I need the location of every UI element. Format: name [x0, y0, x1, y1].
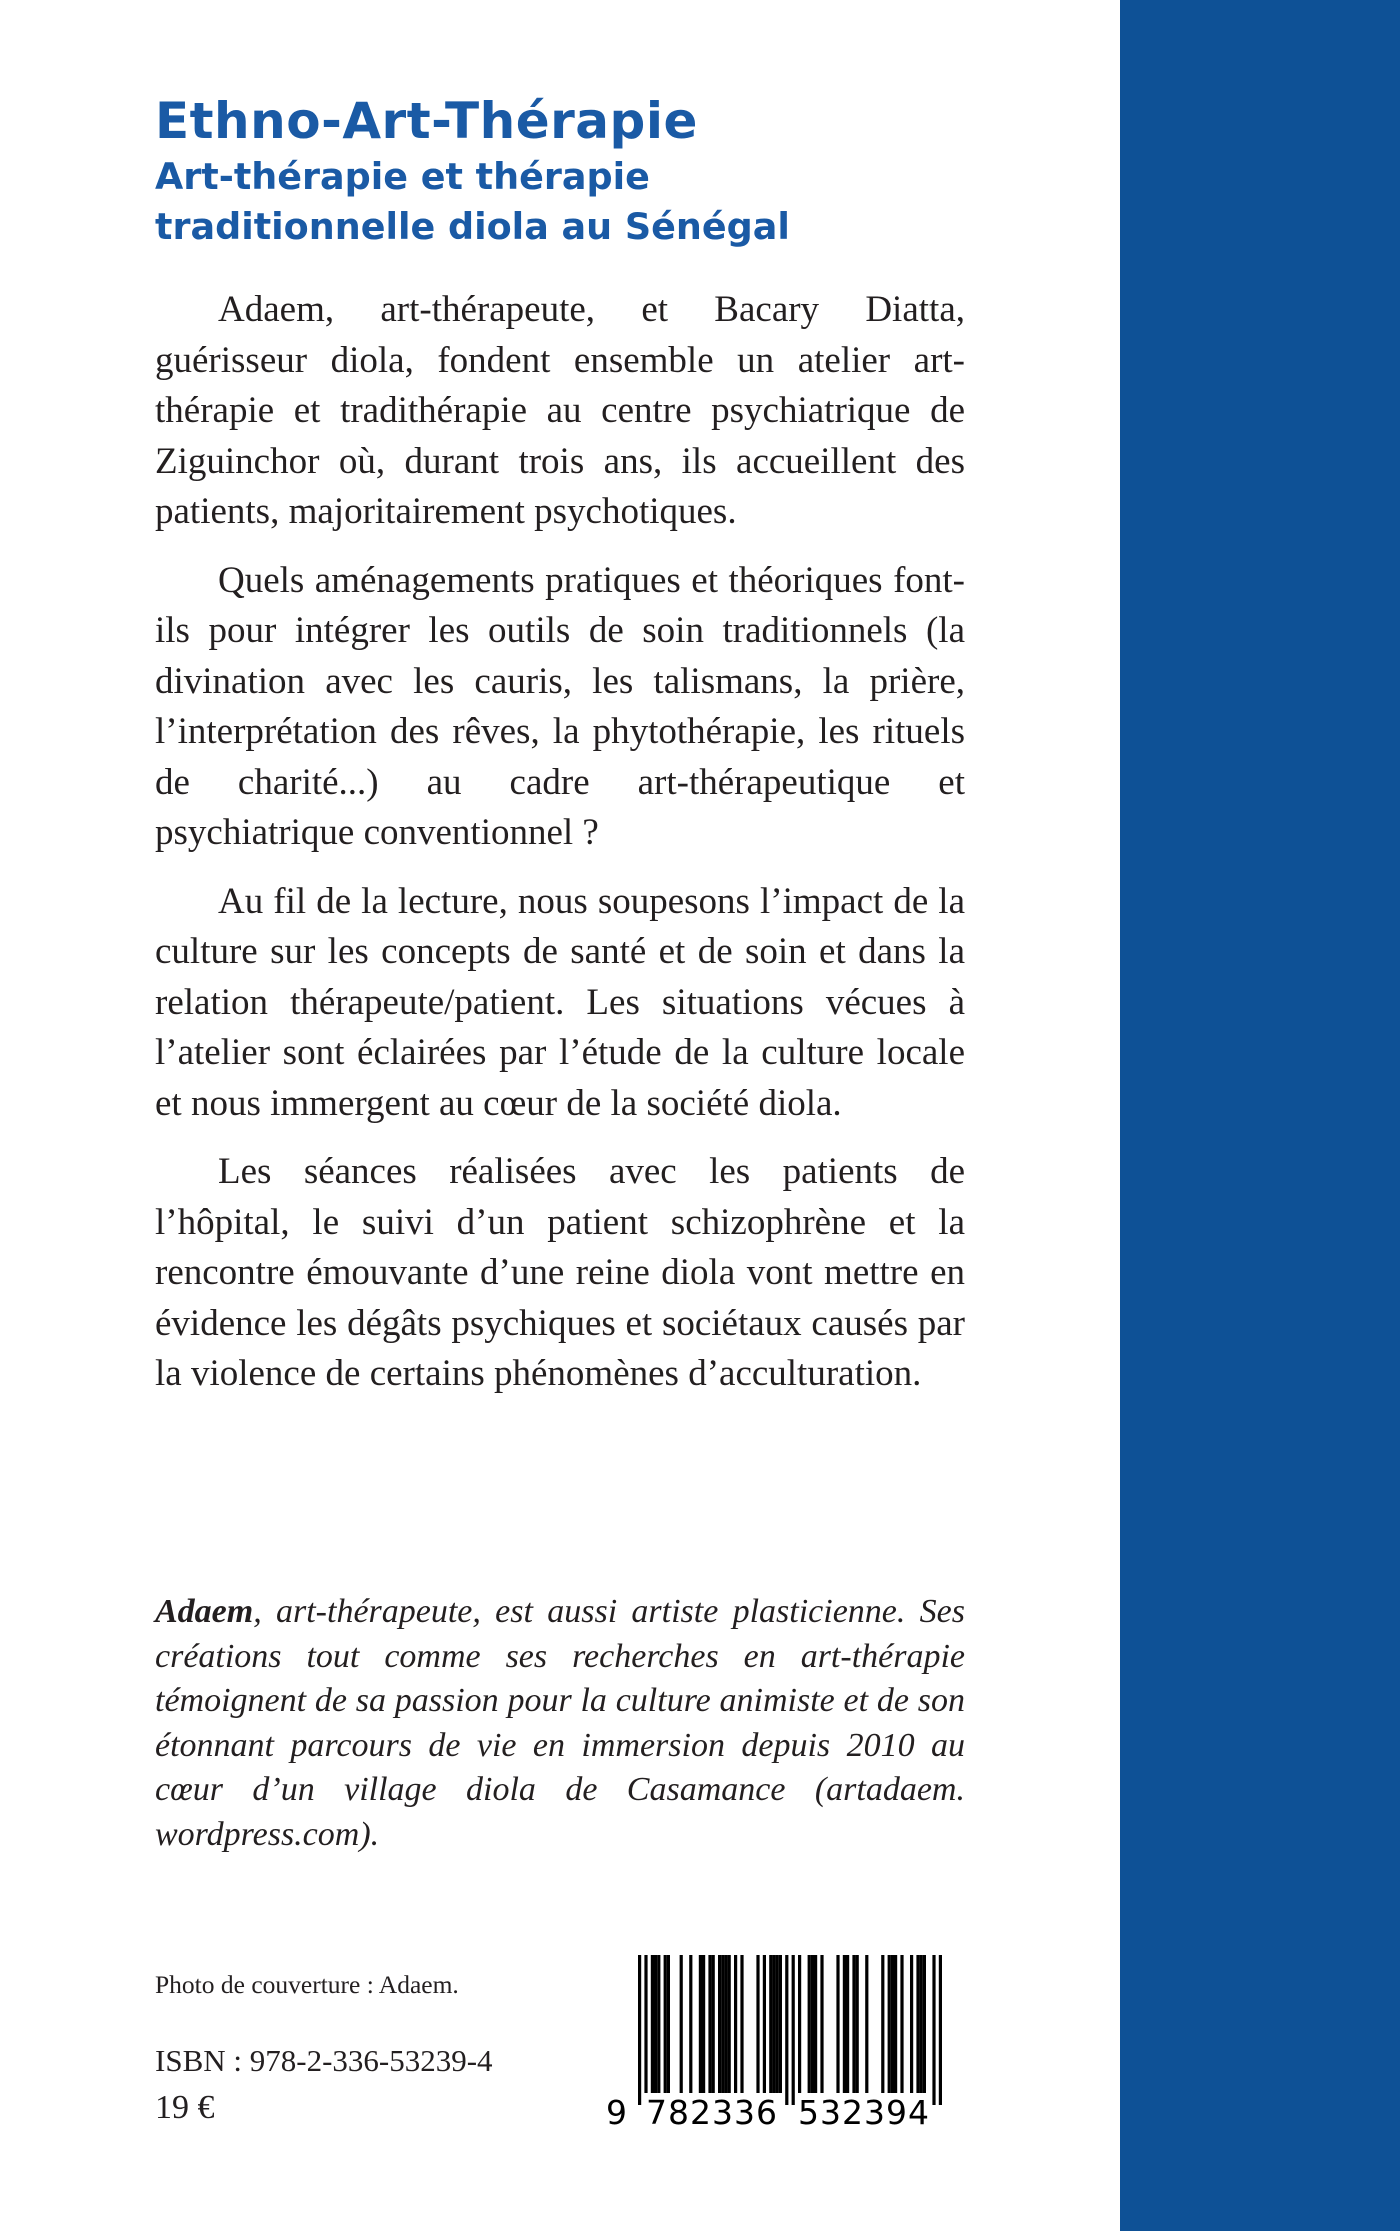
barcode-bar [664, 1955, 667, 2093]
barcode-bar [728, 1955, 731, 2093]
barcode-bar [772, 1955, 775, 2093]
book-subtitle [155, 152, 790, 252]
author-bio [155, 1590, 965, 1857]
book-title: Ethno-Art-Thérapie [155, 92, 698, 150]
barcode-bar [900, 1955, 903, 2093]
barcode-bar [836, 1955, 839, 2093]
barcode-left-group: 782336 [646, 2093, 778, 2132]
photo-credit: Photo de couverture : Adaem. [155, 1970, 459, 1999]
barcode-bars [600, 1955, 960, 2105]
author-name: Adaem [155, 1593, 254, 1630]
barcode-bar [932, 1955, 935, 2105]
barcode-bar [811, 1955, 814, 2093]
barcode-bar [651, 1955, 654, 2093]
spine-color-band [1120, 0, 1400, 2231]
barcode-bar [920, 1955, 923, 2093]
barcode-bar [852, 1955, 855, 2093]
barcode-bar [776, 1955, 779, 2093]
barcode-bar [923, 1955, 926, 2093]
barcode-bar [865, 1955, 868, 2093]
subtitle-line-1: Art-thérapie et thérapie [155, 155, 650, 198]
barcode-bar [667, 1955, 670, 2093]
summary-paragraph-1: Adaem, art-thérapeute, et Bacary Diatta, guérisseur diola, fondent ensemble un atelier art-thérapie et tradithérapie au centre psychiatrique de Ziguinchor où, durant trois ans, ils accueillent des patients, majoritairement psychotiques. [155, 289, 965, 532]
barcode-bar [756, 1955, 759, 2093]
barcode-bar [846, 1955, 849, 2093]
barcode-bar [708, 1955, 711, 2093]
barcode-bar [699, 1955, 702, 2093]
barcode-first-digit: 9 [606, 2093, 628, 2132]
author-bio-text: , art-thérapeute, est aussi artiste plasticienne. Ses créations tout comme ses recherches en art-thérapie témoignent de sa passion pour la culture animiste et de son étonnant parcours de vie en immersion depuis 2010 au cœur d’un village diola de Casamance (artadaem. wordpress.com). [155, 1593, 965, 1853]
isbn-barcode [600, 1955, 960, 2135]
barcode-bar [910, 1955, 913, 2093]
barcode-bar [718, 1955, 721, 2093]
barcode-bar [820, 1955, 823, 2093]
author-bio-paragraph [155, 1590, 965, 1857]
barcode-bar [654, 1955, 657, 2093]
barcode-bar [843, 1955, 846, 2093]
barcode-bar [939, 1955, 942, 2105]
barcode-bar [689, 1955, 692, 2093]
barcode-bar [740, 1955, 743, 2093]
barcode-bar [814, 1955, 817, 2093]
barcode-bar [702, 1955, 705, 2093]
barcode-bar [888, 1955, 891, 2093]
barcode-bar [712, 1955, 715, 2093]
barcode-bar [721, 1955, 724, 2093]
price: 19 € [155, 2089, 215, 2126]
barcode-right-group: 532394 [798, 2093, 930, 2132]
summary-paragraph-2: Quels aménagements pratiques et théoriques font-ils pour intégrer les outils de soin traditionnels (la divination avec les cauris, les talismans, la prière, l’interprétation des rêves, la phytothérapie, les rituels de charité...) au cadre art-thérapeutique et psychiatrique conventionnel ? [155, 559, 965, 853]
barcode-bar [769, 1955, 772, 2093]
barcode-bar [792, 1955, 795, 2105]
barcode-bar [856, 1955, 859, 2093]
barcode-bar [916, 1955, 919, 2093]
barcode-bar [657, 1955, 660, 2093]
barcode-bar [891, 1955, 894, 2093]
summary-paragraph-4: Les séances réalisées avec les patients de l’hôpital, le suivi d’un patient schizophrène et la rencontre émouvante d’une reine diola vont mettre en évidence les dégâts psychiques et sociétaux causés par la violence de certains phénomènes d’acculturation. [155, 1151, 965, 1394]
summary-paragraph-3: Au fil de la lecture, nous soupesons l’impact de la culture sur les concepts de santé et de soin et dans la relation thérapeute/patient. Les situations vécues à l’atelier sont éclairées par l’étude de la culture locale et nous immergent au cœur de la société diola. [155, 880, 965, 1124]
barcode-bar [724, 1955, 727, 2093]
summary-text [155, 285, 965, 1418]
barcode-bar [808, 1955, 811, 2093]
barcode-bar [680, 1955, 683, 2093]
subtitle-line-2: traditionnelle diola au Sénégal [155, 205, 790, 248]
barcode-bar [798, 1955, 801, 2093]
isbn: ISBN : 978-2-336-53239-4 [155, 2043, 493, 2078]
barcode-bar [644, 1955, 647, 2105]
barcode-bar [779, 1955, 782, 2093]
barcode-bar [638, 1955, 641, 2105]
barcode-bar [763, 1955, 766, 2093]
barcode-bar [894, 1955, 897, 2093]
barcode-bar [881, 1955, 884, 2093]
barcode-bar [785, 1955, 788, 2105]
barcode-bar [734, 1955, 737, 2093]
